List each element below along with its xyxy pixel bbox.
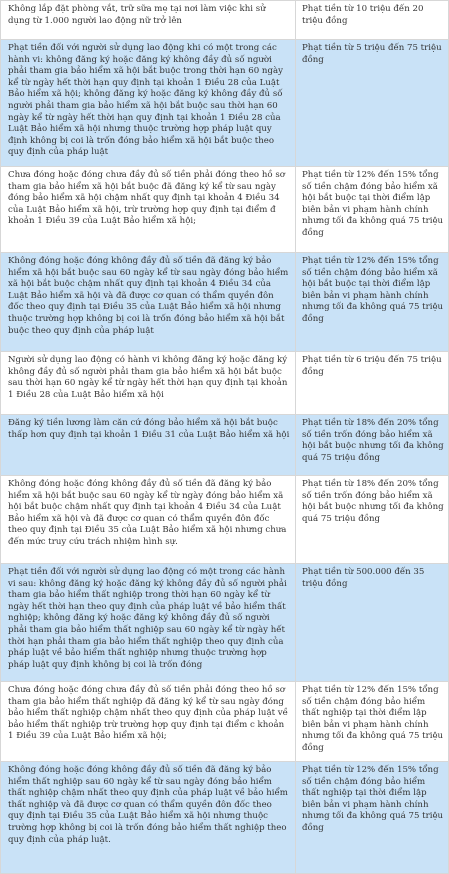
violation-cell: Phạt tiền đối với người sử dụng lao động có một trong các hành vi sau: không đăng ký hoặc đăng ký không đầy đủ số người phải tham gia bảo hiểm thất nghiệp trong thời hạn 60 ngày kể từ ngày hết thời hạn theo quy định của pháp luật về bảo hiểm thất nghiệp; không đăng ký hoặc đăng ký không đầy đủ số người phải tham gia bảo hiểm thất nghiệp sau 60 ngày kể từ ngày hết thời hạn phải tham gia bảo hiểm thất nghiệp theo quy định của pháp luật về bảo hiểm thất nghiệp nhưng thuộc trường hợp pháp luật quy định không bị coi là trốn đóng xyxy=(1,564,296,681)
violation-cell: Không lắp đặt phòng vắt, trữ sữa mẹ tại nơi làm việc khi sử dụng từ 1.000 người lao động nữ trở lên xyxy=(1,1,296,39)
penalty-cell: Phạt tiền từ 12% đến 15% tổng số tiền chậm đóng bảo hiểm xã hội bắt buộc tại thời điểm lập biên bản vi phạm hành chính nhưng tối đa không quá 75 triệu đồng xyxy=(302,170,444,238)
violation-cell: Chưa đóng hoặc đóng chưa đầy đủ số tiền phải đóng theo hồ sơ tham gia bảo hiểm thất nghiệp đã đăng ký kể từ sau ngày đóng bảo hiểm thất nghiệp chậm nhất theo quy định của pháp luật về bảo hiểm thất nghiệp trừ trường hợp quy định tại điểm c khoản 1 Điều 39 của Luật Bảo hiểm xã hội; xyxy=(1,682,296,761)
table-row xyxy=(0,682,449,762)
violation-cell: Người sử dụng lao động có hành vi không đăng ký hoặc đăng ký không đầy đủ số người phải tham gia bảo hiểm xã hội bắt buộc sau thời hạn 60 ngày kể từ ngày hết thời hạn quy định tại khoản 1 Điều 28 của Luật Bảo hiểm xã hội xyxy=(1,352,296,414)
table-row xyxy=(0,415,449,476)
violation-cell: Không đóng hoặc đóng không đầy đủ số tiền đã đăng ký bảo hiểm xã hội bắt buộc sau 60 ngày kể từ ngày đóng bảo hiểm xã hội bắt buộc chậm nhất quy định tại khoản 4 Điều 34 của Luật Bảo hiểm xã hội và đã được cơ quan có thẩm quyền đôn đốc theo quy định tại Điều 35 của Luật Bảo hiểm xã hội nhưng chưa đến mức truy cứu trách nhiệm hình sự. xyxy=(1,476,296,563)
penalty-cell: Phạt tiền từ 18% đến 20% tổng số tiền trốn đóng bảo hiểm xã hội bắt buộc nhưng tối đa không quá 75 triệu đồng xyxy=(302,479,444,524)
penalty-cell: Phạt tiền từ 12% đến 15% tổng số tiền chậm đóng bảo hiểm thất nghiệp tại thời điểm lập biên bản vi phạm hành chính nhưng tối đa không quá 75 triệu đồng xyxy=(302,765,444,833)
penalty-cell: Phạt tiền từ 500.000 đến 35 triệu đồng xyxy=(302,567,425,589)
table-row xyxy=(0,253,449,352)
penalty-cell: Phạt tiền từ 10 triệu đến 20 triệu đồng xyxy=(302,4,424,26)
table-row xyxy=(0,167,449,253)
violation-cell: Đăng ký tiền lương làm căn cứ đóng bảo hiểm xã hội bắt buộc thấp hơn quy định tại khoản 1 Điều 31 của Luật Bảo hiểm xã hội xyxy=(1,415,296,475)
table-row xyxy=(0,564,449,682)
penalty-cell: Phạt tiền từ 12% đến 15% tổng số tiền chậm đóng bảo hiểm xã hội bắt buộc tại thời điểm lập biên bản vi phạm hành chính nhưng tối đa không quá 75 triệu đồng xyxy=(302,256,444,324)
violation-cell: Chưa đóng hoặc đóng chưa đầy đủ số tiền phải đóng theo hồ sơ tham gia bảo hiểm xã hội bắt buộc đã đăng ký kể từ sau ngày đóng bảo hiểm xã hội chậm nhất quy định tại khoản 4 Điều 34 của Luật Bảo hiểm xã hội, trừ trường hợp quy định tại điểm đ khoản 1 Điều 39 của Luật Bảo hiểm xã hội; xyxy=(1,167,296,252)
penalty-cell: Phạt tiền từ 12% đến 15% tổng số tiền chậm đóng bảo hiểm thất nghiệp tại thời điểm lập biên bản vi phạm hành chính nhưng tối đa không quá 75 triệu đồng xyxy=(302,685,444,753)
table-row xyxy=(0,476,449,564)
penalty-cell: Phạt tiền từ 6 triệu đến 75 triệu đồng xyxy=(302,355,442,377)
table-row xyxy=(0,40,449,167)
violation-cell: Không đóng hoặc đóng không đầy đủ số tiền đã đăng ký bảo hiểm thất nghiệp sau 60 ngày kể từ sau ngày đóng bảo hiểm thất nghiệp chậm nhất theo quy định của pháp luật về bảo hiểm thất nghiệp và đã được cơ quan có thẩm quyền đôn đốc theo quy định tại Điều 35 của Luật Bảo hiểm xã hội nhưng thuộc trường hợp không bị coi là trốn đóng bảo hiểm thất nghiệp theo quy định của pháp luật. xyxy=(1,762,296,873)
table-row xyxy=(0,352,449,415)
penalty-cell: Phạt tiền từ 5 triệu đến 75 triệu đồng xyxy=(302,43,442,65)
penalty-cell: Phạt tiền từ 18% đến 20% tổng số tiền trốn đóng bảo hiểm xã hội bắt buộc nhưng tối đa không quá 75 triệu đồng xyxy=(302,418,444,463)
violation-cell: Không đóng hoặc đóng không đầy đủ số tiền đã đăng ký bảo hiểm xã hội bắt buộc sau 60 ngày kể từ sau ngày đóng bảo hiểm xã hội bắt buộc chậm nhất quy định tại khoản 4 Điều 34 của Luật Bảo hiểm xã hội và đã được cơ quan có thẩm quyền đôn đốc theo quy định tại Điều 35 của Luật Bảo hiểm xã hội nhưng thuộc trường hợp không bị coi là trốn đóng bảo hiểm xã hội bắt buộc theo quy định của pháp luật xyxy=(1,253,296,351)
table-row xyxy=(0,762,449,874)
violation-cell: Phạt tiền đối với người sử dụng lao động khi có một trong các hành vi: không đăng ký hoặc đăng ký không đầy đủ số người phải tham gia bảo hiểm xã hội bắt buộc trong thời hạn 60 ngày kể từ ngày hết thời hạn quy định tại khoản 1 Điều 28 của Luật Bảo hiểm xã hội; không đăng ký hoặc đăng ký không đầy đủ số người phải tham gia bảo hiểm xã hội bắt buộc sau thời hạn 60 ngày kể từ ngày hết thời hạn quy định tại khoản 1 Điều 28 của Luật Bảo hiểm xã hội nhưng thuộc trường hợp pháp luật quy định không bị coi là trốn đóng bảo hiểm xã hội bắt buộc theo quy định của pháp luật xyxy=(1,40,296,166)
table-row xyxy=(0,1,449,40)
